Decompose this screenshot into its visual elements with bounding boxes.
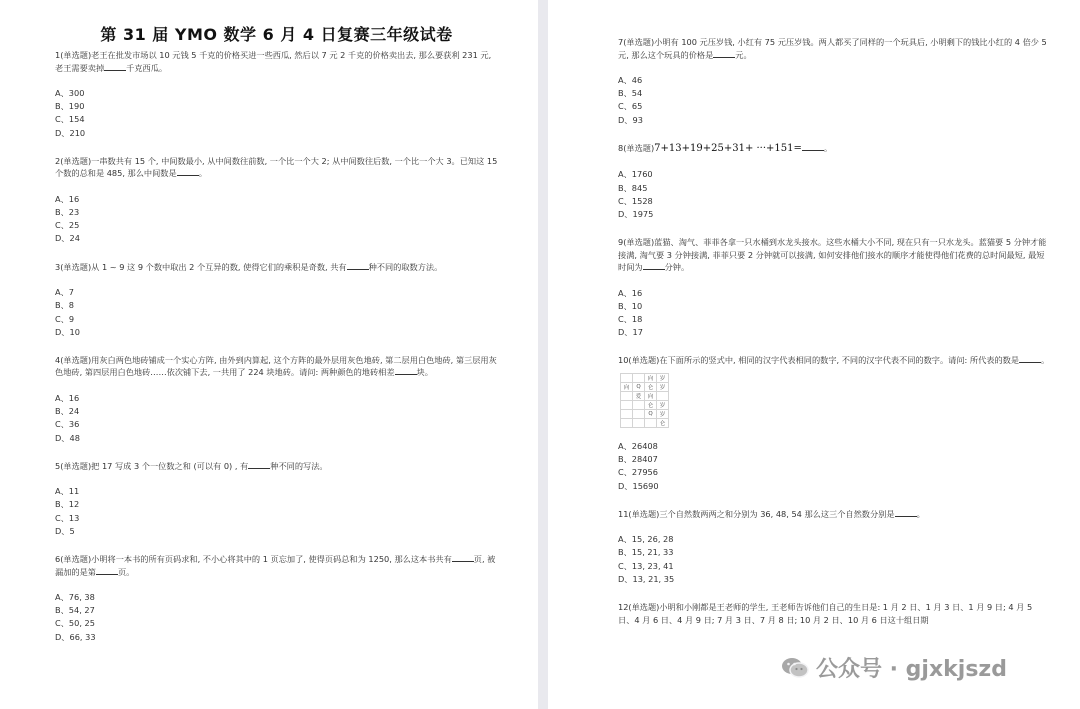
option-a[interactable]: A、76, 38 <box>55 592 95 603</box>
question-3 <box>55 261 498 339</box>
vertical-addition-grid <box>620 373 669 428</box>
answer-blank <box>452 553 474 562</box>
option-d[interactable]: D、10 <box>55 326 80 337</box>
grid-cell <box>633 400 645 409</box>
options-10 <box>618 440 1050 493</box>
option-c[interactable]: C、154 <box>55 114 85 125</box>
question-text: 12(单选题)小明和小刚都是王老师的学生, 王老师告诉他们自己的生日是: 1 月 2 日、1 月 3 日、1 月 9 日; 4 月 5 日、4 月 6 日、4 月 9 日; 7 月 3 日、7 月 8 日; 10 月 2 日、10 月 6 日这十组日期 <box>618 602 1033 625</box>
option-b[interactable]: B、54, 27 <box>55 605 95 616</box>
grid-cell: 岁 <box>657 400 669 409</box>
answer-blank <box>643 261 665 270</box>
question-tail: 。 <box>823 142 833 153</box>
question-text: 4(单选题)用灰白两色地砖铺成一个实心方阵, 由外到内算起, 这个方阵的最外层用灰色地砖, 第二层用白色地砖, 第三层用灰色地砖, 第四层用白色地砖……依次铺下去, 一共用了 224 块地砖。请问: 两种颜色的地砖相差 <box>55 354 497 378</box>
option-d[interactable]: D、17 <box>618 327 643 338</box>
answer-blank <box>104 62 126 71</box>
question-11 <box>618 508 1050 586</box>
grid-cell <box>657 391 669 400</box>
option-b[interactable]: B、54 <box>618 88 643 99</box>
options-4 <box>55 392 498 445</box>
option-a[interactable]: A、16 <box>55 193 80 204</box>
question-text: 3(单选题)从 1 ~ 9 这 9 个数中取出 2 个互异的数, 使得它们的乘积是奇数, 共有 <box>55 261 347 272</box>
option-d[interactable]: D、15690 <box>618 480 659 491</box>
grid-cell: 仑 <box>645 382 657 391</box>
answer-blank <box>802 142 824 151</box>
question-tail: 块。 <box>416 367 433 378</box>
question-8 <box>618 142 1050 221</box>
answer-blank <box>177 167 199 176</box>
question-text: 11(单选题)三个自然数两两之和分别为 36, 48, 54 那么这三个自然数分别是 <box>618 508 895 519</box>
option-b[interactable]: B、845 <box>618 182 648 193</box>
question-tail: 分钟。 <box>664 262 690 273</box>
option-a[interactable]: A、7 <box>55 287 74 298</box>
watermark-text: 公众号 · gjxkjszd <box>816 657 1007 682</box>
grid-cell: 向 <box>621 382 633 391</box>
grid-cell <box>645 418 657 427</box>
question-tail: 千克西瓜。 <box>126 62 168 73</box>
question-text: 2(单选题)一串数共有 15 个, 中间数最小, 从中间数往前数, 一个比一个大 2; 从中间数往后数, 一个比一个大 3。已知这 15 个数的总和是 485, 那么中间数是 <box>55 155 498 179</box>
options-9 <box>618 287 1050 340</box>
option-c[interactable]: C、27956 <box>618 467 658 478</box>
option-c[interactable]: C、1528 <box>618 195 653 206</box>
option-d[interactable]: D、24 <box>55 233 80 244</box>
option-c[interactable]: C、9 <box>55 313 75 324</box>
options-2 <box>55 193 498 246</box>
answer-blank <box>895 508 917 517</box>
answer-blank <box>395 366 417 375</box>
option-c[interactable]: C、50, 25 <box>55 618 95 629</box>
watermark <box>780 652 1007 683</box>
option-d[interactable]: D、13, 21, 35 <box>618 573 675 584</box>
options-7 <box>618 74 1050 127</box>
option-a[interactable]: A、300 <box>55 88 85 98</box>
option-a[interactable]: A、15, 26, 28 <box>618 534 674 545</box>
question-12 <box>618 601 1050 626</box>
option-a[interactable]: A、11 <box>55 486 80 497</box>
question-tail: 。 <box>916 508 925 519</box>
grid-cell <box>621 400 633 409</box>
grid-cell <box>621 373 633 382</box>
grid-cell: Q <box>633 382 645 391</box>
question-tail: 种不同的取数方法。 <box>368 261 443 272</box>
option-a[interactable]: A、26408 <box>618 440 658 451</box>
option-b[interactable]: B、24 <box>55 406 80 417</box>
answer-blank <box>248 460 270 469</box>
grid-cell: 爱 <box>633 391 645 400</box>
option-d[interactable]: D、210 <box>55 127 86 138</box>
grid-cell: 岁 <box>657 409 669 418</box>
option-b[interactable]: B、12 <box>55 499 80 510</box>
question-1 <box>55 49 498 140</box>
options-5 <box>55 485 498 538</box>
question-7 <box>618 36 1050 127</box>
question-text: 1(单选题)老王在批发市场以 10 元钱 5 千克的价格买进一些西瓜, 然后以 7 元 2 千克的价格卖出去, 那么要获利 231 元, 老王需要卖掉 <box>55 50 492 73</box>
page-gutter <box>538 0 548 709</box>
grid-cell <box>633 418 645 427</box>
wechat-icon <box>780 655 810 681</box>
option-c[interactable]: C、65 <box>618 101 643 112</box>
question-tail: 页。 <box>117 566 135 577</box>
grid-cell: 向 <box>645 373 657 382</box>
grid-cell: 岁 <box>657 382 669 391</box>
question-text: 8(单选题) <box>618 142 655 153</box>
option-b[interactable]: B、23 <box>55 207 80 218</box>
question-text: 7(单选题)小明有 100 元压岁钱, 小红有 75 元压岁钱。两人都买了同样的一个玩具后, 小明剩下的钱比小红的 4 倍少 5 元, 那么这个玩具的价格是 <box>618 37 1047 60</box>
option-b[interactable]: B、190 <box>55 101 85 112</box>
grid-cell: 向 <box>645 391 657 400</box>
option-d[interactable]: D、66, 33 <box>55 631 96 642</box>
option-c[interactable]: C、18 <box>618 314 643 325</box>
option-d[interactable]: D、48 <box>55 432 80 443</box>
question-2 <box>55 155 498 246</box>
grid-cell: Q <box>645 409 657 418</box>
page-right <box>548 0 1080 709</box>
question-9 <box>618 236 1050 339</box>
option-b[interactable]: B、8 <box>55 300 75 311</box>
grid-cell <box>633 373 645 382</box>
answer-blank <box>1019 354 1041 363</box>
exam-title: 第 31 届 YMO 数学 6 月 4 日复赛三年级试卷 <box>100 25 453 44</box>
question-mid: 页, 被漏加的是第 <box>55 554 496 577</box>
option-a[interactable]: A、1760 <box>618 169 653 180</box>
question-5 <box>55 460 498 538</box>
option-b[interactable]: B、10 <box>618 300 643 311</box>
question-text: 6(单选题)小明将一本书的所有页码求和, 不小心将其中的 1 页忘加了, 使得页码总和为 1250, 那么这本书共有 <box>55 554 452 565</box>
grid-cell <box>633 409 645 418</box>
question-tail: 元。 <box>735 49 752 60</box>
grid-cell <box>621 418 633 427</box>
option-c[interactable]: C、13 <box>55 512 80 523</box>
question-tail: 种不同的写法。 <box>270 460 328 471</box>
option-d[interactable]: D、5 <box>55 525 75 536</box>
question-text: 5(单选题)把 17 写成 3 个一位数之和 (可以有 0) , 有 <box>55 460 249 471</box>
option-d[interactable]: D、1975 <box>618 208 654 219</box>
options-11 <box>618 533 1050 586</box>
option-b[interactable]: B、15, 21, 33 <box>618 547 674 558</box>
grid-cell <box>621 391 633 400</box>
option-c[interactable]: C、13, 23, 41 <box>618 560 674 571</box>
option-d[interactable]: D、93 <box>618 114 643 125</box>
option-b[interactable]: B、28407 <box>618 454 658 465</box>
formula: 7+13+19+25+31+ ···+151= <box>654 142 802 154</box>
question-tail: 。 <box>1041 355 1050 366</box>
option-c[interactable]: C、25 <box>55 220 80 231</box>
answer-blank <box>347 261 369 270</box>
answer-blank <box>96 566 118 575</box>
options-3 <box>55 286 498 339</box>
grid-cell: 岁 <box>657 373 669 382</box>
answer-blank <box>713 49 735 58</box>
option-a[interactable]: A、16 <box>618 287 643 298</box>
question-tail: 。 <box>198 168 207 179</box>
question-10 <box>618 354 1050 492</box>
grid-cell: 仑 <box>657 418 669 427</box>
option-a[interactable]: A、46 <box>618 75 643 85</box>
grid-cell <box>621 409 633 418</box>
option-c[interactable]: C、36 <box>55 419 80 430</box>
option-a[interactable]: A、16 <box>55 392 80 403</box>
question-text: 10(单选题)在下面所示的竖式中, 相同的汉字代表相同的数字, 不同的汉字代表不同的数字。请问: 所代表的数是 <box>618 355 1020 366</box>
options-8 <box>618 168 1050 221</box>
grid-cell: 仑 <box>645 400 657 409</box>
question-6 <box>55 553 498 644</box>
options-6 <box>55 591 498 644</box>
question-text: 9(单选题)蓝猫、淘气、菲菲各拿一只水桶到水龙头接水。这些水桶大小不同, 现在只有一只水龙头。蓝猫要 5 分钟才能接满, 淘气要 3 分钟接满, 菲菲只要 2 分钟就可以接满, 如何安排他们接水的顺序才能使得他们花费的总时间最短, 最短时间为 <box>618 237 1047 273</box>
options-1 <box>55 87 498 140</box>
page-left <box>0 0 538 709</box>
question-4 <box>55 354 498 445</box>
